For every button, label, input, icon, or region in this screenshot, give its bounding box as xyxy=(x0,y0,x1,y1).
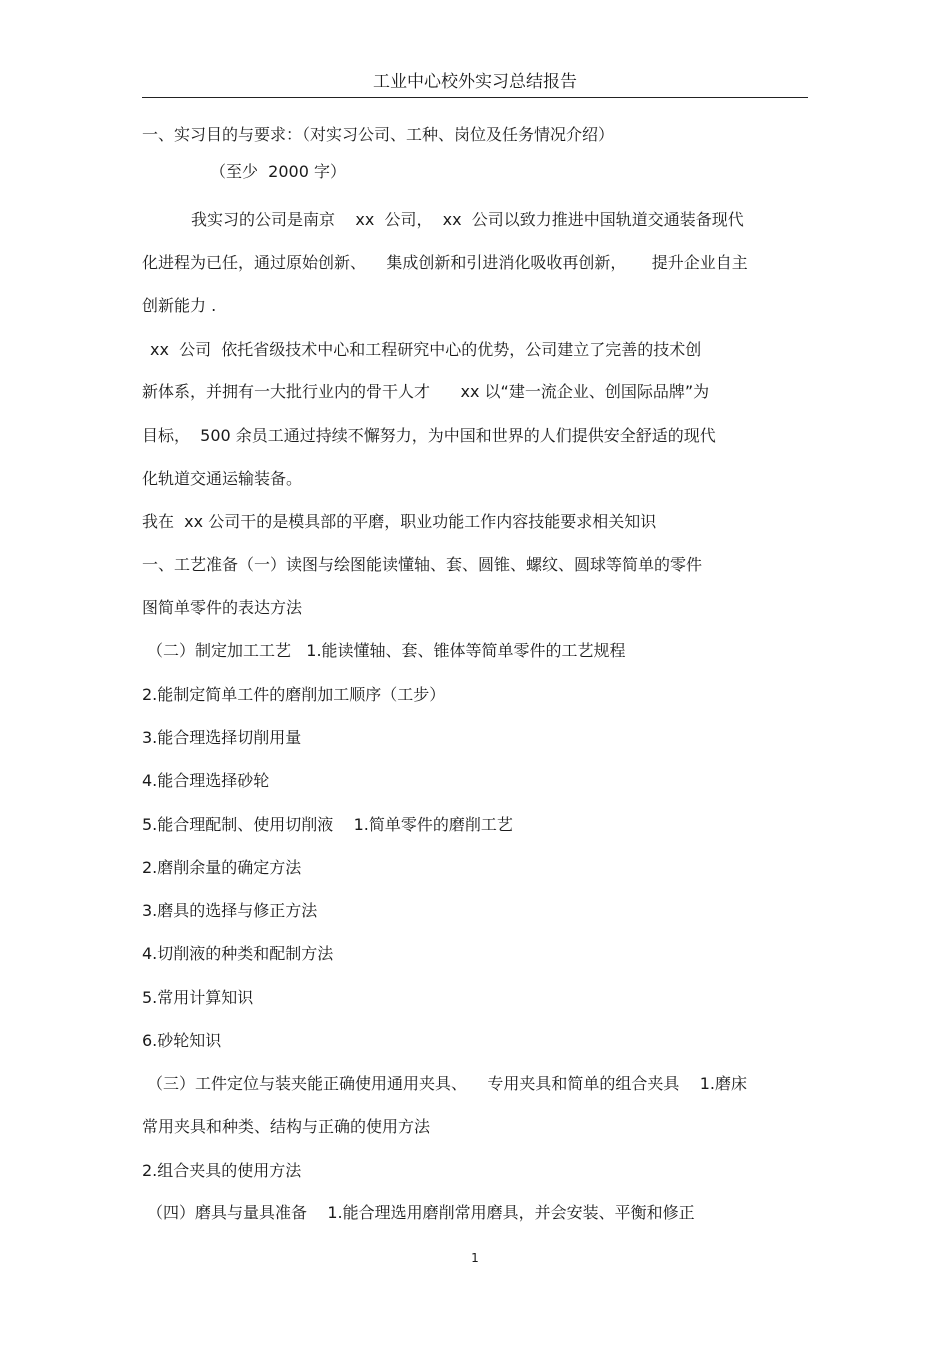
text-line: 2.磨削余量的确定方法 xyxy=(142,858,302,877)
page-number: 1 xyxy=(471,1251,479,1265)
text-line: 4.切削液的种类和配制方法 xyxy=(142,944,334,963)
page-header-title: 工业中心校外实习总结报告 xyxy=(373,72,577,92)
text-line: 图简单零件的表达方法 xyxy=(142,598,303,617)
text-line: （至少 2000 字） xyxy=(210,162,346,181)
text-line: （四）磨具与量具准备 1.能合理选用磨削常用磨具，并会安装、平衡和修正 xyxy=(147,1203,695,1222)
text-line: 化轨道交通运输装备。 xyxy=(142,469,303,488)
text-line: 一、工艺准备（一）读图与绘图能读懂轴、套、圆锥、螺纹、圆球等简单的零件 xyxy=(142,555,703,574)
text-line: 3.磨具的选择与修正方法 xyxy=(142,901,318,920)
text-line: 我在 xx 公司干的是模具部的平磨，职业功能工作内容技能要求相关知识 xyxy=(142,512,657,531)
text-line: 我实习的公司是南京 xx 公司， xx 公司以致力推进中国轨道交通装备现代 xyxy=(191,210,744,229)
text-line: 5.能合理配制、使用切削液 1.简单零件的磨削工艺 xyxy=(142,815,513,834)
text-line: 2.组合夹具的使用方法 xyxy=(142,1161,302,1180)
text-line: 创新能力 . xyxy=(142,296,217,315)
text-line: 新体系，并拥有一大批行业内的骨干人才 xx 以“建一流企业、创国际品牌”为 xyxy=(142,382,710,401)
text-line: 6.砂轮知识 xyxy=(142,1031,222,1050)
text-line: 3.能合理选择切削用量 xyxy=(142,728,302,747)
text-line: 2.能制定简单工件的磨削加工顺序（工步） xyxy=(142,685,446,704)
header-divider xyxy=(142,97,808,98)
text-line: 4.能合理选择砂轮 xyxy=(142,771,270,790)
text-line: （三）工件定位与装夹能正确使用通用夹具、 专用夹具和简单的组合夹具 1.磨床 xyxy=(147,1074,747,1093)
text-line: 常用夹具和种类、结构与正确的使用方法 xyxy=(142,1117,431,1136)
text-line: 5.常用计算知识 xyxy=(142,988,254,1007)
text-line: （二）制定加工工艺 1.能读懂轴、套、锥体等简单零件的工艺规程 xyxy=(147,641,626,660)
text-line: 目标， 500 余员工通过持续不懈努力，为中国和世界的人们提供安全舒适的现代 xyxy=(142,426,716,445)
text-line: 一、实习目的与要求：（对实习公司、工种、岗位及任务情况介绍） xyxy=(142,125,615,144)
text-line: xx 公司 依托省级技术中心和工程研究中心的优势，公司建立了完善的技术创 xyxy=(150,340,702,359)
text-line: 化进程为已任，通过原始创新、 集成创新和引进消化吸收再创新， 提升企业自主 xyxy=(142,253,748,272)
